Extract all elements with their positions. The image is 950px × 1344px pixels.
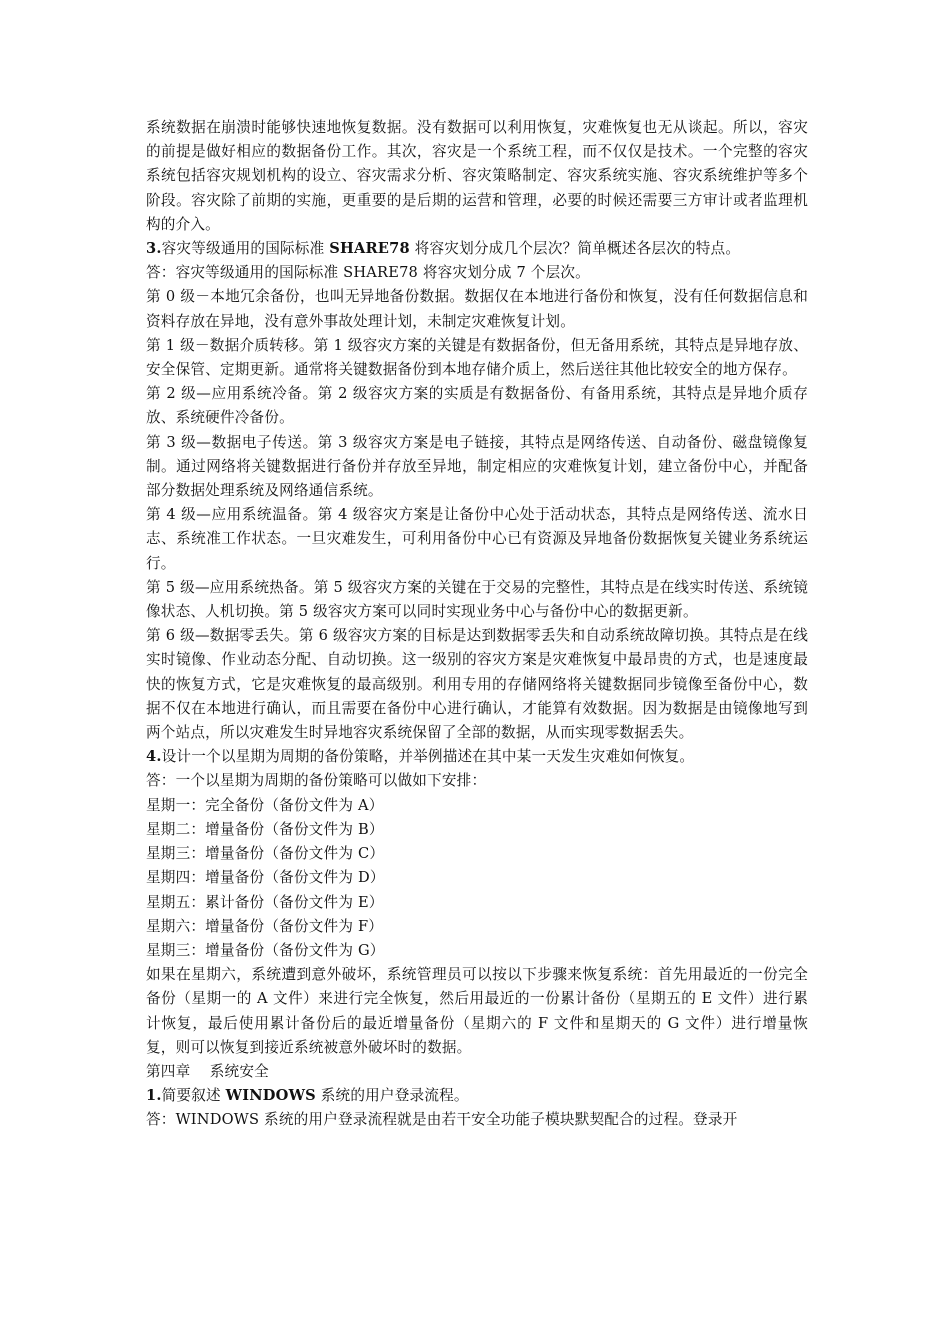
paragraph-level-0: 第 0 级－本地冗余备份，也叫无异地备份数据。数据仅在本地进行备份和恢复，没有任何数据信息和资料存放在异地，没有意外事故处理计划，未制定灾难恢复计划。	[146, 288, 808, 330]
question-text-end: 将容灾划分成几个层次？简单概述各层次的特点。	[409, 240, 741, 258]
paragraph-level-2: 第 2 级—应用系统冷备。第 2 级容灾方案的实质是有数据备份、有备用系统，其特点是异地介质存放、系统硬件冷备份。	[146, 385, 808, 427]
schedule-thursday: 星期四：增量备份（备份文件为 D）	[146, 869, 385, 887]
question-3	[146, 237, 808, 261]
question-4	[146, 745, 808, 769]
paragraph-level-6: 第 6 级—数据零丢失。第 6 级容灾方案的目标是达到数据零丢失和自动系统故障切换。其特点是在线实时镜像、作业动态分配、自动切换。这一级别的容灾方案是灾难恢复中最昂贵的方式，也是速度最快的恢复方式，它是灾难恢复的最高级别。利用专用的存储网络将关键数据同步镜像至备份中心，数据不仅在本地进行确认，而且需要在备份中心进行确认，才能算有效数据。因为数据是由镜像地写到两个站点，所以灾难发生时异地容灾系统保留了全部的数据，从而实现零数据丢失。	[146, 627, 808, 742]
question-term: SHARE78	[329, 240, 410, 258]
question-1	[146, 1084, 808, 1108]
schedule-wednesday: 星期三：增量备份（备份文件为 C）	[146, 845, 385, 863]
question-text-end: 系统的用户登录流程。	[315, 1087, 469, 1105]
paragraph-recovery: 如果在星期六，系统遭到意外破坏，系统管理员可以按以下步骤来恢复系统：首先用最近的一份完全备份（星期一的 A 文件）来进行完全恢复，然后用最近的一份累计备份（星期五的 E 文件）进行累计恢复，最后使用累计备份后的最近增量备份（星期六的 F 文件和星期天的 G 文件）进行增量恢复，则可以恢复到接近系统被意外破坏时的数据。	[146, 966, 808, 1056]
paragraph-level-3: 第 3 级—数据电子传送。第 3 级容灾方案是电子链接，其特点是网络传送、自动备份、磁盘镜像复制。通过网络将关键数据进行备份并存放至异地，制定相应的灾难恢复计划，建立备份中心，并配备部分数据处理系统及网络通信系统。	[146, 433, 808, 500]
schedule-monday: 星期一：完全备份（备份文件为 A）	[146, 796, 384, 814]
paragraph-level-5: 第 5 级—应用系统热备。第 5 级容灾方案的关键在于交易的完整性，其特点是在线实时传送、系统镜像状态、人机切换。第 5 级容灾方案可以同时实现业务中心与备份中心的数据更新。	[146, 578, 808, 621]
document-page	[146, 116, 808, 1133]
question-term: WINDOWS	[225, 1087, 316, 1105]
question-number: 4.	[146, 748, 162, 766]
schedule-saturday: 星期六：增量备份（备份文件为 F）	[146, 917, 384, 935]
paragraph-intro: 系统数据在崩溃时能够快速地恢复数据。没有数据可以利用恢复，灾难恢复也无从谈起。所以，容灾的前提是做好相应的数据备份工作。其次，容灾是一个系统工程，而不仅仅是技术。一个完整的容灾系统包括容灾规划机构的设立、容灾需求分析、容灾策略制定、容灾系统实施、容灾系统维护等多个阶段。容灾除了前期的实施，更重要的是后期的运营和管理，必要的时候还需要三方审计或者监理机构的介入。	[146, 119, 808, 233]
paragraph-level-4: 第 4 级—应用系统温备。第 4 级容灾方案是让备份中心处于活动状态，其特点是网络传送、流水日志、系统准工作状态。一旦灾难发生，可利用备份中心已有资源及异地备份数据恢复关键业务系统运行。	[146, 506, 808, 572]
answer-3: 答：容灾等级通用的国际标准 SHARE78 将容灾划分成 7 个层次。	[146, 264, 590, 282]
schedule-tuesday: 星期二：增量备份（备份文件为 B）	[146, 820, 384, 838]
question-text: 设计一个以星期为周期的备份策略，并举例描述在其中某一天发生灾难如何恢复。	[161, 748, 695, 766]
schedule-seventh: 星期三：增量备份（备份文件为 G）	[146, 941, 385, 959]
question-text: 容灾等级通用的国际标准	[161, 240, 330, 258]
chapter-heading: 第四章 系统安全	[146, 1062, 269, 1080]
answer-4: 答：一个以星期为周期的备份策略可以做如下安排：	[146, 772, 487, 790]
answer-1: 答：WINDOWS 系统的用户登录流程就是由若干安全功能子模块默契配合的过程。登录开	[146, 1111, 738, 1129]
schedule-friday: 星期五：累计备份（备份文件为 E）	[146, 893, 384, 911]
question-text: 简要叙述	[161, 1087, 226, 1105]
paragraph-level-1: 第 1 级－数据介质转移。第 1 级容灾方案的关键是有数据备份，但无备用系统，其特点是异地存放、安全保管、定期更新。通常将关键数据备份到本地存储介质上，然后送往其他比较安全的地方保存。	[146, 336, 808, 379]
question-number: 1.	[146, 1087, 162, 1105]
question-number: 3.	[146, 240, 162, 258]
